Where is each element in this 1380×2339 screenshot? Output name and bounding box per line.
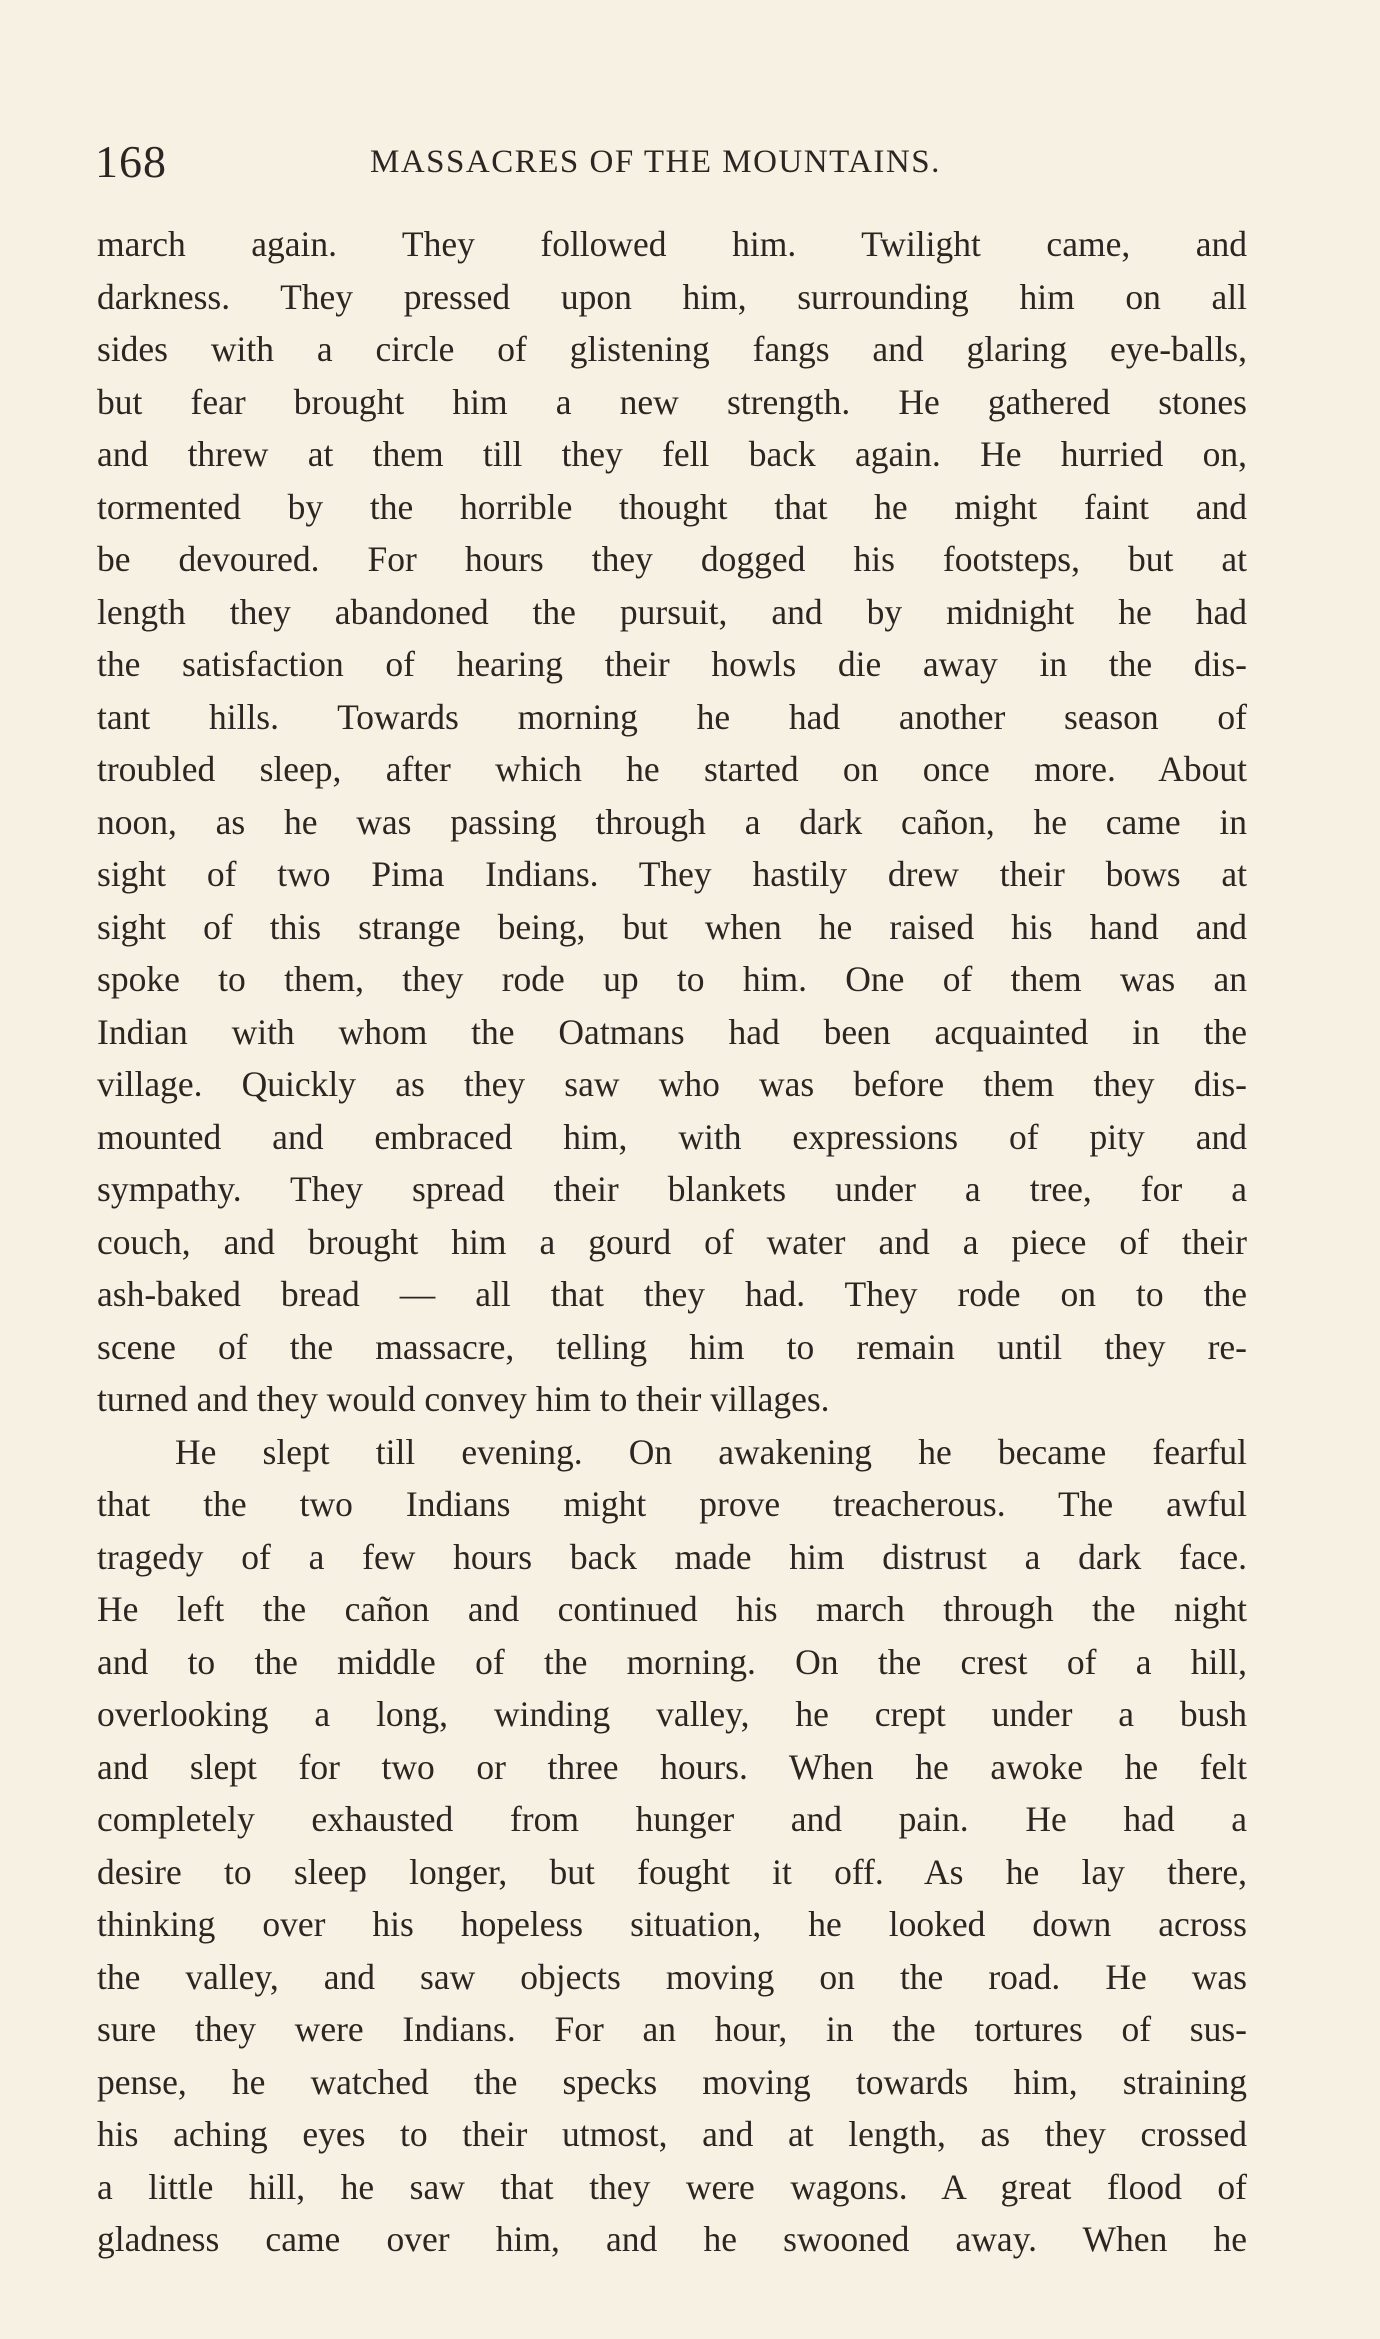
text-line: tant hills. Towards morning he had another season of (97, 696, 1247, 737)
text-line: Indian with whom the Oatmans had been acquainted in the (97, 1011, 1247, 1052)
text-line: He left the cañon and continued his march through the night (97, 1589, 1247, 1629)
text-line: his aching eyes to their utmost, and at length, as they crossed (97, 2114, 1247, 2154)
text-line: sympathy. They spread their blankets under a tree, for a (97, 1169, 1247, 1209)
text-line: that the two Indians might prove treacherous. The awful (97, 1484, 1247, 1524)
text-line: mounted and embraced him, with expressions of pity and (97, 1116, 1247, 1157)
text-line: scene of the massacre, telling him to remain until they re- (97, 1326, 1247, 1367)
text-line: couch, and brought him a gourd of water and a piece of their (97, 1221, 1247, 1262)
text-line: turned and they would convey him to their villages. (97, 1379, 830, 1419)
text-line: spoke to them, they rode up to him. One of them was an (97, 959, 1247, 999)
page-number: 168 (95, 136, 167, 187)
text-line: tormented by the horrible thought that he might faint and (97, 486, 1247, 527)
text-line: darkness. They pressed upon him, surrounding him on all (97, 276, 1247, 317)
text-line: but fear brought him a new strength. He gathered stones (97, 381, 1247, 422)
text-line: noon, as he was passing through a dark cañon, he came in (97, 801, 1247, 842)
text-line: the satisfaction of hearing their howls die away in the dis- (97, 644, 1247, 684)
text-line: march again. They followed him. Twilight came, and (97, 224, 1247, 264)
text-line: sure they were Indians. For an hour, in the tortures of sus- (97, 2009, 1247, 2049)
page-header (95, 136, 1245, 188)
text-line: a little hill, he saw that they were wagons. A great flood of (97, 2166, 1247, 2207)
text-line: length they abandoned the pursuit, and by midnight he had (97, 591, 1247, 632)
text-line: pense, he watched the specks moving towards him, straining (97, 2061, 1247, 2102)
text-line: sight of two Pima Indians. They hastily drew their bows at (97, 854, 1247, 894)
text-line: the valley, and saw objects moving on the road. He was (97, 1956, 1247, 1997)
text-line: completely exhausted from hunger and pain. He had a (97, 1799, 1247, 1839)
text-line: desire to sleep longer, but fought it off. As he lay there, (97, 1851, 1247, 1892)
text-line: overlooking a long, winding valley, he crept under a bush (97, 1694, 1247, 1734)
text-line: village. Quickly as they saw who was before them they dis- (97, 1064, 1247, 1104)
text-line: be devoured. For hours they dogged his footsteps, but at (97, 539, 1247, 579)
text-line: gladness came over him, and he swooned away. When he (97, 2219, 1247, 2259)
text-line: thinking over his hopeless situation, he looked down across (97, 1904, 1247, 1944)
text-line: and threw at them till they fell back again. He hurried on, (97, 434, 1247, 474)
text-line: sides with a circle of glistening fangs and glaring eye-balls, (97, 329, 1247, 369)
text-line: sight of this strange being, but when he raised his hand and (97, 906, 1247, 947)
text-line: troubled sleep, after which he started on once more. About (97, 749, 1247, 789)
text-line: ash-baked bread — all that they had. They rode on to the (97, 1274, 1247, 1314)
text-line: and to the middle of the morning. On the crest of a hill, (97, 1641, 1247, 1682)
text-line: tragedy of a few hours back made him distrust a dark face. (97, 1536, 1247, 1577)
running-title: MASSACRES OF THE MOUNTAINS. (370, 144, 941, 180)
text-line: and slept for two or three hours. When he awoke he felt (97, 1746, 1247, 1787)
body-text (97, 218, 1247, 2266)
paragraph-start-line: He slept till evening. On awakening he became fearful (175, 1431, 1247, 1472)
